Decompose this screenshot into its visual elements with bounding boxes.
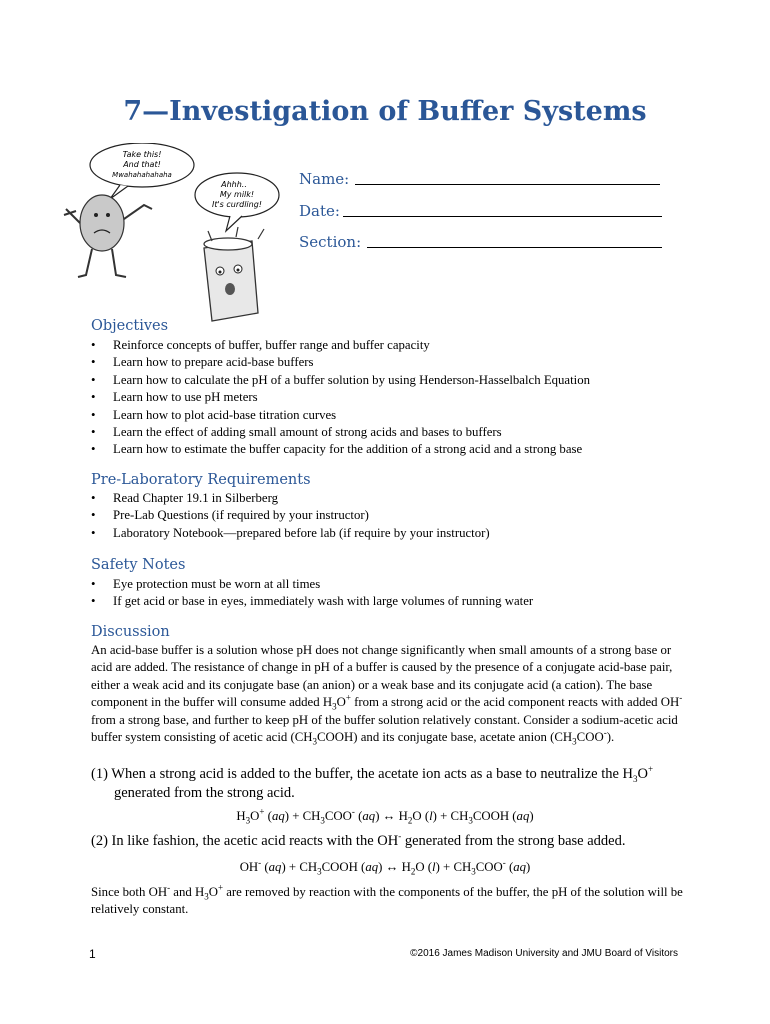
name-field[interactable] [355, 184, 660, 185]
list-item: • Learn how to estimate the buffer capacity for the addition of a strong acid and a strong base [91, 442, 583, 457]
equation-1: $H_3O^+$ $(aq) + CH_3COO^-$ (aq) ↔ $H_2O$ $(l) + CH_3COOH$ (aq) [236, 806, 534, 826]
discussion-heading: Discussion [91, 624, 170, 640]
bubble1-line1: Take this! [122, 150, 162, 159]
list-item: • Read Chapter 19.1 in Silberberg [91, 491, 279, 505]
objectives-heading: Objectives [91, 318, 169, 334]
list-item: • Eye protection must be worn at all times [91, 577, 321, 591]
prelab-heading: Pre-Laboratory Requirements [91, 472, 311, 488]
discussion-point-1: (1) When a strong acid is added to the buffer, the acetate ion acts as a base to neutralize the $H_3O^+$ generated from the strong acid. [91, 764, 654, 801]
date-label: Date: [299, 202, 340, 220]
list-item: • Reinforce concepts of buffer, buffer range and buffer capacity [91, 338, 430, 352]
list-item: • Learn how to use pH meters [91, 390, 258, 405]
list-item: • Learn how to prepare acid-base buffers [91, 355, 314, 370]
section-field[interactable] [367, 247, 662, 248]
milk-carton [204, 241, 258, 321]
list-item: • Learn how to plot acid-base titration curves [91, 407, 337, 422]
name-label: Name: [299, 170, 350, 188]
list-item: • Learn the effect of adding small amount of strong acids and bases to buffers [91, 424, 502, 439]
copyright-notice: ©2016 James Madison University and JMU Board of Visitors [410, 948, 678, 959]
list-item: • Laboratory Notebook—prepared before lab (if require by your instructor) [91, 525, 490, 540]
ion-character [80, 195, 124, 251]
discussion-conclusion: Since both OH- and $H_3O^+$ are removed by reaction with the components of the buffer, the pH of the solution will be relatively constant. [91, 882, 683, 917]
bubble1-line2: And that! [123, 160, 161, 169]
objectives-list [91, 337, 590, 459]
bubble2-line2: My milk! [219, 190, 255, 199]
date-field[interactable] [343, 216, 662, 217]
list-item: • Pre-Lab Questions (if required by your instructor) [91, 508, 369, 523]
list-item: • If get acid or base in eyes, immediately wash with large volumes of running water [91, 594, 534, 609]
bubble1-line3: Mwahahahahaha [112, 171, 172, 179]
list-item: • Learn how to calculate the pH of a buffer solution by using Henderson-Hasselbalch Equation [91, 372, 591, 387]
page-title: 7—Investigation of Buffer Systems [123, 96, 647, 127]
safety-list [91, 576, 533, 611]
prelab-list [91, 490, 490, 542]
bubble2-line1: Ahhh.. [221, 180, 247, 189]
cartoon-illustration [62, 143, 282, 328]
discussion-paragraph: An acid-base buffer is a solution whose pH does not change significantly when small amounts of a strong base or acid are added. The resistance of change in pH of a buffer is caused by the presence of a conjugate acid-base pair, either a weak acid and its conjugate base (an anion) or a weak base and its conjugate acid (a cation). The base component in the buffer will consume added $H_3O^+$ from a strong acid or the acid component reacts with added OH- from a strong base, and further to keep pH of the buffer solution relatively constant. Consider a sodium-acetic acid buffer system consisting of acetic acid $(CH_3COOH)$ and its conjugate base, acetate anion $(CH_3COO^-)$. [91, 643, 683, 747]
section-label: Section: [299, 233, 362, 251]
bubble2-line3: It's curdling! [211, 200, 263, 209]
page-number: 1 [89, 947, 96, 961]
discussion-point-2: (2) In like fashion, the acetic acid reacts with the OH- generated from the strong base added. [91, 831, 626, 849]
safety-heading: Safety Notes [91, 557, 186, 573]
equation-2: OH- $(aq) + CH_3COOH$ (aq) ↔ $H_2O$ $(l) + CH_3COO^-$ (aq) [239, 857, 531, 877]
